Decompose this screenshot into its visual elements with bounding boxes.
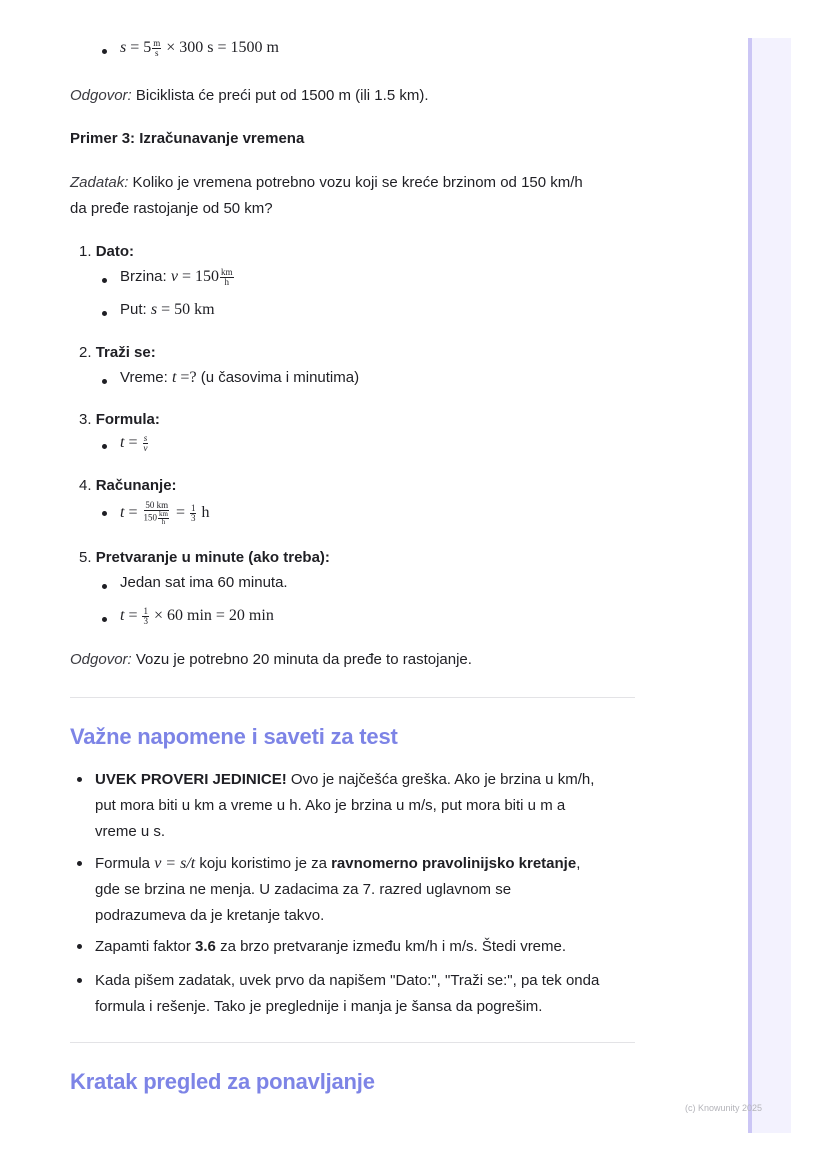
step-2: [79, 344, 156, 361]
var-s: s: [120, 39, 127, 57]
formula-bullet-distance: [120, 39, 279, 58]
step-title: Formula:: [95, 411, 160, 428]
tips-heading: Važne napomene i saveti za test: [70, 724, 398, 749]
formula-part: =: [124, 504, 142, 522]
tip-item-formula: [95, 851, 635, 929]
item-label: Vreme:: [120, 369, 172, 386]
formula-part: × 300 s = 1500 m: [162, 39, 279, 57]
step-title: Računanje:: [95, 477, 177, 494]
task-paragraph: [70, 170, 635, 222]
frac-den: v: [143, 443, 148, 453]
item-label: Brzina:: [120, 268, 171, 286]
item-label: Put:: [120, 301, 151, 318]
fraction-km-per-h: [220, 268, 234, 287]
tip-text: podrazumeva da je kretanje takvo.: [95, 907, 325, 924]
tip-text: vreme u s.: [95, 823, 166, 840]
review-heading: Kratak pregled za ponavljanje: [70, 1069, 375, 1094]
step-3: [79, 411, 160, 428]
formula-t-equals-s-over-v: [120, 434, 149, 453]
formula-part: =?: [176, 369, 197, 386]
formula-part: = 5: [126, 39, 152, 57]
var-t: t: [171, 369, 177, 386]
formula-part: =: [124, 434, 142, 452]
frac-num: m: [153, 38, 161, 48]
answer-example-3: [70, 647, 635, 673]
fraction-km-per-h: [158, 511, 169, 526]
tip-text: Formula: [95, 855, 155, 872]
fraction-m-per-s: [152, 39, 161, 58]
frac-den: 3: [190, 513, 196, 523]
tip-text: Ovo je najčešća greška. Ako je brzina u km/h,: [286, 771, 595, 788]
step-number: 5.: [79, 549, 92, 566]
frac-num: 1: [190, 503, 196, 513]
var-s: s: [150, 301, 158, 318]
answer-text: Vozu je potrebno 20 minuta da pređe to rastojanje.: [131, 651, 472, 668]
item-suffix: (u časovima i minutima): [196, 369, 360, 386]
var-t: t: [120, 607, 125, 625]
answer-label: Odgovor:: [70, 87, 132, 104]
tip-text: formula i rešenje. Tako je preglednije i manja je šansa da pogrešim.: [95, 998, 543, 1015]
task-text-line2: da pređe rastojanje od 50 km?: [70, 200, 273, 217]
fraction-one-third: [142, 607, 149, 626]
step-number: 1.: [79, 243, 92, 260]
step-title: Pretvaranje u minute (ako treba):: [95, 549, 330, 566]
example-3-title: Primer 3: Izračunavanje vremena: [70, 130, 305, 147]
frac-num: km: [158, 510, 168, 518]
step-5: [79, 549, 330, 566]
fraction-one-third: [190, 504, 197, 523]
tip-text: gde se brzina ne menja. U zadacima za 7. razred uglavnom se: [95, 881, 512, 898]
step-title: Dato:: [95, 243, 135, 260]
copyright-footer: (c) Knowunity 2025: [685, 1103, 763, 1113]
hour-minutes-note: Jedan sat ima 60 minuta.: [120, 574, 288, 591]
formula-part: h: [197, 504, 210, 522]
tip-bold: ravnomerno pravolinijsko kretanje: [331, 855, 577, 872]
frac-den: s: [155, 48, 159, 58]
fraction-50km-over-150kmh: [142, 501, 170, 526]
fraction-s-over-v: [142, 434, 148, 453]
tip-text: Zapamti faktor: [95, 938, 196, 955]
answer-label: Odgovor:: [70, 651, 132, 668]
tip-text: put mora biti u km a vreme u h. Ako je brzina u m/s, put mora biti u m a: [95, 797, 566, 814]
frac-num: km: [221, 267, 233, 277]
section-divider: [70, 1042, 635, 1043]
tip-text: Kada pišem zadatak, uvek prvo da napišem "Dato:", "Traži se:", pa tek onda: [95, 972, 600, 989]
step-title: Traži se:: [95, 344, 156, 361]
frac-num: 50 km: [145, 500, 169, 510]
step-number: 3.: [79, 411, 92, 428]
step-4: [79, 477, 177, 494]
calculation-formula: [120, 501, 209, 526]
given-distance: [120, 301, 215, 319]
step-1: [79, 243, 134, 260]
var-t: t: [120, 504, 125, 522]
tip-bold: 3.6: [195, 938, 216, 955]
side-panel: [748, 38, 791, 1133]
frac-den: [142, 511, 170, 526]
step-number: 2.: [79, 344, 92, 361]
step-number: 4.: [79, 477, 92, 494]
var-t: t: [120, 434, 125, 452]
frac-num: s: [143, 433, 148, 443]
tip-text: koju koristimo je za: [195, 855, 332, 872]
formula-part: = 50 km: [157, 301, 215, 318]
minutes-conversion-formula: [120, 607, 274, 626]
tip-item-factor: [95, 934, 635, 960]
formula-part: = 150: [177, 268, 219, 286]
tip-bold: UVEK PROVERI JEDINICE!: [95, 771, 287, 788]
tip-item-structure: [95, 968, 640, 1020]
answer-example-2: [70, 83, 635, 109]
frac-den: 3: [143, 616, 148, 626]
formula-v-s-t: v = s/t: [154, 855, 196, 872]
frac-den: h: [161, 518, 166, 526]
tip-text: za brzo pretvaranje između km/h i m/s. Štedi vreme.: [215, 938, 567, 955]
section-divider: [70, 697, 635, 698]
given-speed: [120, 268, 235, 287]
formula-part: =: [171, 504, 189, 522]
var-v: v: [170, 268, 178, 286]
frac-den-value: 150: [143, 512, 157, 523]
frac-den: h: [224, 277, 229, 287]
answer-text: Biciklista će preći put od 1500 m (ili 1.5 km).: [131, 87, 429, 104]
task-label: Zadatak:: [70, 174, 129, 191]
tip-text: ,: [576, 855, 581, 872]
formula-part: × 60 min = 20 min: [149, 607, 274, 625]
task-text: Koliko je vremena potrebno vozu koji se kreće brzinom od 150 km/h: [128, 174, 583, 191]
formula-part: =: [124, 607, 142, 625]
frac-num: 1: [143, 606, 148, 616]
unknown-time: [120, 369, 359, 387]
tip-item-units: [95, 767, 635, 845]
